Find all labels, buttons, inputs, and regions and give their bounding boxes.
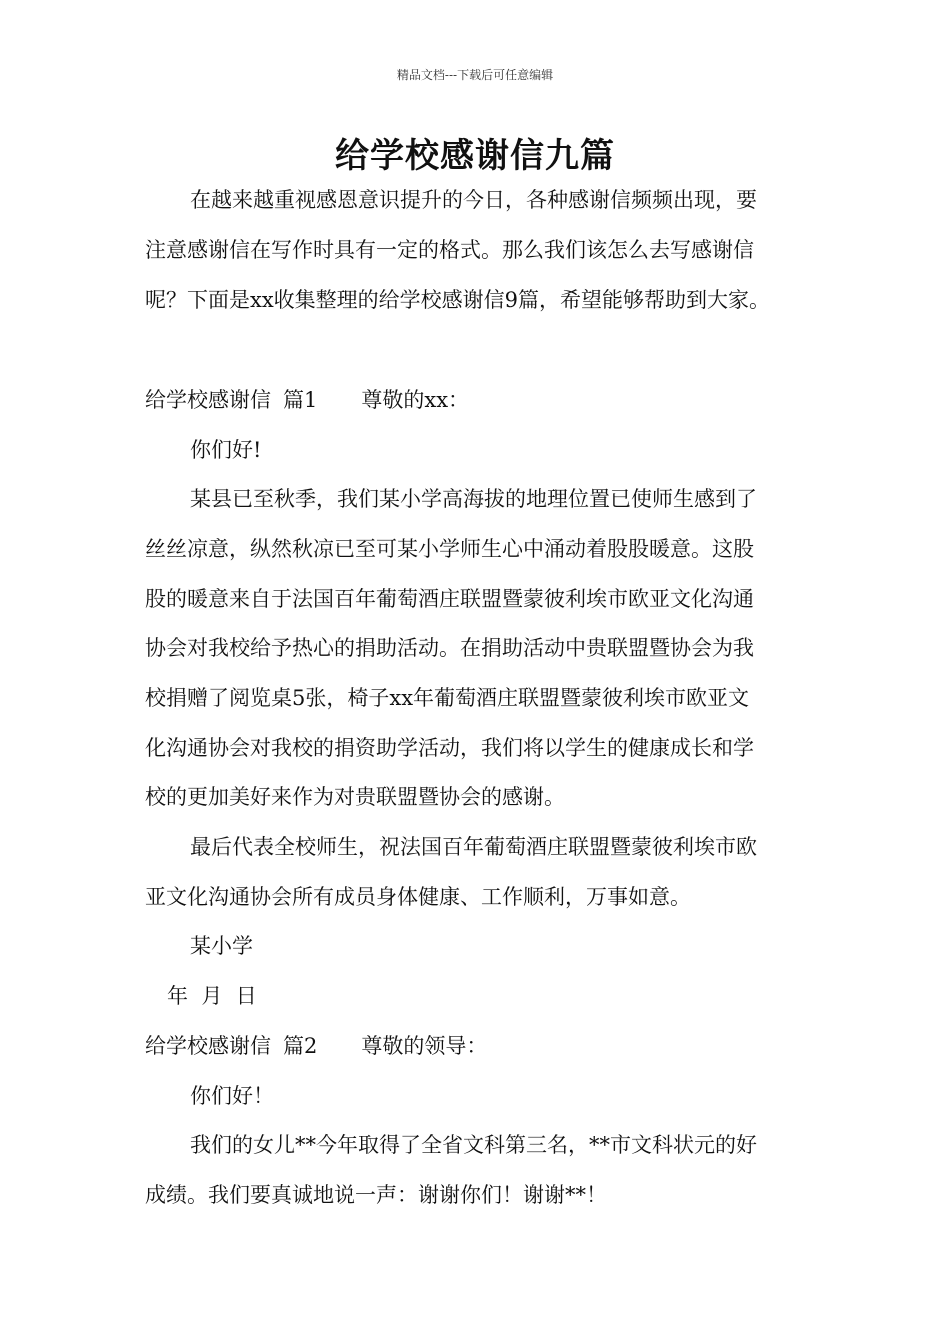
- letter1-greeting: 你们好!: [190, 438, 262, 462]
- page-header: 精品文档---下载后可任意编辑: [396, 68, 554, 82]
- letter1-body-line: 化沟通协会对我校的捐资助学活动，我们将以学生的健康成长和学: [145, 736, 754, 760]
- letter1-heading-title: 给学校感谢信: [145, 388, 271, 412]
- letter2-body-line: 我们的女儿**今年取得了全省文科第三名，**市文科状元的好: [190, 1133, 757, 1157]
- letter1-body-line: 校的更加美好来作为对贵联盟暨协会的感谢。: [145, 785, 565, 809]
- letter2-greeting: 你们好！: [190, 1084, 274, 1108]
- letter1-body-line: 协会对我校给予热心的捐助活动。在捐助活动中贵联盟暨协会为我: [145, 636, 754, 660]
- letter1-body-line: 某县已至秋季，我们某小学高海拔的地理位置已使师生感到了: [190, 487, 757, 511]
- letter2-heading-number: 篇2: [283, 1034, 318, 1058]
- letter1-closing-line: 亚文化沟通协会所有成员身体健康、工作顺利，万事如意。: [145, 885, 691, 909]
- letter2-heading: [145, 1036, 487, 1057]
- letter1-body-line: 校捐赠了阅览桌5张，椅子xx年葡萄酒庄联盟暨蒙彼利埃市欧亚文: [145, 686, 750, 710]
- intro-line: 呢？下面是xx收集整理的给学校感谢信9篇，希望能够帮助到大家。: [145, 288, 771, 312]
- document-title: 给学校感谢信九篇: [335, 136, 615, 176]
- letter1-heading-number: 篇1: [283, 388, 318, 412]
- letter1-salutation: 尊敬的xx：: [361, 388, 470, 412]
- letter2-heading-title: 给学校感谢信: [145, 1034, 271, 1058]
- intro-line: 注意感谢信在写作时具有一定的格式。那么我们该怎么去写感谢信: [145, 238, 754, 262]
- letter1-body-line: 股的暖意来自于法国百年葡萄酒庄联盟暨蒙彼利埃市欧亚文化沟通: [145, 587, 754, 611]
- letter1-heading: [145, 390, 469, 411]
- letter1-signature: 某小学: [190, 934, 253, 958]
- letter2-salutation: 尊敬的领导：: [361, 1034, 488, 1058]
- letter1-body-line: 丝丝凉意，纵然秋凉已至可某小学师生心中涌动着股股暖意。这股: [145, 537, 754, 561]
- letter1-date: 年 月 日: [167, 984, 257, 1008]
- intro-line: 在越来越重视感恩意识提升的今日，各种感谢信频频出现，要: [190, 188, 757, 212]
- letter1-closing-line: 最后代表全校师生，祝法国百年葡萄酒庄联盟暨蒙彼利埃市欧: [190, 835, 757, 859]
- letter2-body-line: 成绩。我们要真诚地说一声：谢谢你们！谢谢**！: [145, 1183, 607, 1207]
